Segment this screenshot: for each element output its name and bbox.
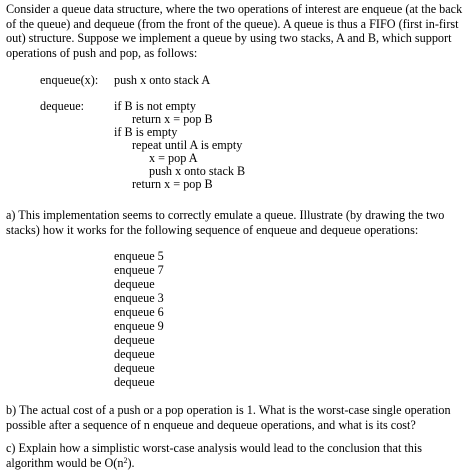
sequence-item: dequeue — [114, 361, 155, 375]
question-c-text: c) Explain how a simplistic worst-case analysis would lead to the conclusion that this algorithm would be O(n — [6, 441, 422, 470]
sequence-item: enqueue 9 — [114, 319, 164, 333]
enqueue-label: enqueue(x): — [40, 73, 99, 87]
dequeue-line-1: if B is not empty — [114, 99, 196, 113]
sequence-item: dequeue — [114, 347, 155, 361]
sequence-item: enqueue 7 — [114, 263, 164, 277]
sequence-item: dequeue — [114, 277, 155, 291]
question-c-exponent: 2 — [123, 455, 128, 465]
sequence-item: dequeue — [114, 375, 155, 389]
intro-paragraph: Consider a queue data structure, where the two operations of interest are enqueue (at the back of the queue) and dequeue (from the front of the queue). A queue is thus a FIFO (first in-first out) structure. Suppose we implement a queue by using two stacks, A and B, which support operations of push and pop, as follows: — [6, 2, 463, 60]
sequence-item: enqueue 5 — [114, 249, 164, 263]
dequeue-line-6: push x onto stack B — [149, 164, 246, 178]
enqueue-body: push x onto stack A — [114, 73, 211, 87]
dequeue-line-5: x = pop A — [149, 151, 198, 165]
sequence-item: dequeue — [114, 333, 155, 347]
sequence-item: enqueue 3 — [114, 291, 164, 305]
dequeue-line-2: return x = pop B — [132, 112, 213, 126]
question-a: a) This implementation seems to correctly emulate a queue. Illustrate (by drawing the two stacks) how it works for the following sequence of enqueue and dequeue operations: — [6, 208, 445, 237]
question-b: b) The actual cost of a push or a pop operation is 1. What is the worst-case single operation possible after a sequence of n enqueue and dequeue operations, and what is its cost? — [6, 403, 451, 432]
dequeue-label: dequeue: — [40, 99, 84, 113]
sequence-item: enqueue 6 — [114, 305, 164, 319]
question-c-suffix: ). — [127, 455, 135, 470]
dequeue-line-7: return x = pop B — [132, 177, 213, 191]
dequeue-line-4: repeat until A is empty — [132, 138, 243, 152]
question-c — [6, 441, 470, 470]
dequeue-line-3: if B is empty — [114, 125, 178, 139]
